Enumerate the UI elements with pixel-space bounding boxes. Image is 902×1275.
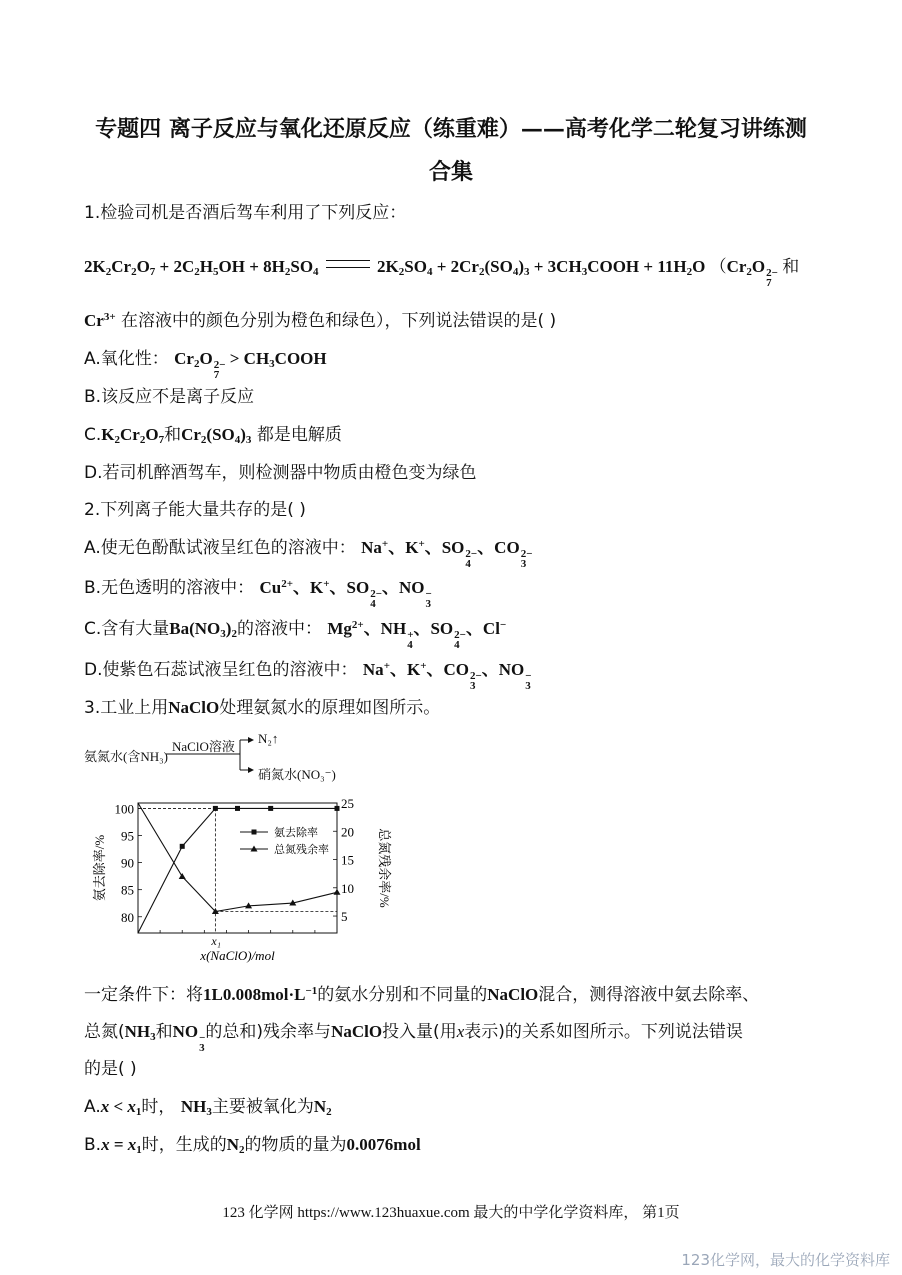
q2-option-c-text: C.含有大量 bbox=[84, 619, 170, 639]
legend-label-1: 氨去除率 bbox=[274, 827, 318, 839]
q1-stem: 1.检验司机是否酒后驾车利用了下列反应： bbox=[84, 203, 407, 223]
flow-diagram bbox=[80, 728, 340, 788]
legend-label-2: 总氮残余率 bbox=[274, 844, 329, 856]
q3-para1-mid: 的氨水分别和不同量的 bbox=[317, 985, 488, 1005]
removal-rate-chart bbox=[80, 795, 400, 970]
q3-option-a-prefix: A. bbox=[84, 1097, 101, 1117]
x1-tick-label: x₁ bbox=[211, 934, 221, 948]
y-right-tick-label: 20 bbox=[341, 824, 354, 840]
q2-option-d-text: D.使紫色石蕊试液呈红色的溶液中： bbox=[84, 660, 358, 680]
page-footer: 123 化学网 https://www.123huaxue.com 最大的中学化学资料库， 第1页 bbox=[222, 1205, 680, 1221]
q1-option-c: $C.K_2Cr_2O_7$和$Cr_2(SO_4)_3$ 都是电解质 bbox=[84, 425, 342, 446]
y-right-axis-label: 总氮残余率/% bbox=[377, 828, 392, 908]
q3-para1-suffix: 混合，测得溶液中氨去除率、 bbox=[538, 985, 760, 1005]
q3-para2-prefix: 总氮( bbox=[84, 1022, 125, 1042]
watermark: 123化学网，最大的化学资料库 bbox=[681, 1251, 890, 1269]
q2-option-c-mid: 的溶液中： bbox=[236, 619, 322, 639]
y-right-tick-label: 15 bbox=[341, 852, 354, 868]
y-left-tick-label: 85 bbox=[121, 882, 134, 898]
q3-option-a-mid2: 主要被氧化为 bbox=[211, 1097, 314, 1117]
q1-option-c-suffix: 都是电解质 bbox=[256, 425, 342, 445]
page-title: 专题四 离子反应与氧化还原反应（练重难）——高考化学二轮复习讲练测 bbox=[95, 116, 807, 142]
q2-option-a: A.使无色酚酞试液呈红色的溶液中： Na+、K+、SO 2− 4 、CO 2− 3 bbox=[84, 538, 533, 570]
q3-para2-and: 和 bbox=[155, 1022, 173, 1042]
series-line-2 bbox=[138, 803, 337, 912]
q3-para3: 的是( ) bbox=[84, 1059, 137, 1079]
q2-option-c: C.含有大量$Ba(NO_3)_2$的溶液中： $Mg^{2+}$、NH + 4 、SO 2− 4 、Cl− bbox=[84, 619, 507, 651]
flow-reagent: NaClO溶液 bbox=[172, 739, 235, 754]
q3-para1-prefix: 一定条件下：将 bbox=[84, 985, 203, 1005]
y-left-tick-label: 95 bbox=[121, 828, 134, 844]
q2-stem: 2.下列离子能大量共存的是( ) bbox=[84, 500, 306, 520]
q3-option-b-mid: 时，生成的 bbox=[141, 1135, 227, 1155]
data-point-square bbox=[335, 806, 340, 811]
q1-option-a: A.氧化性： $Cr_2O$ 2− 7 > $CH_3COOH$ bbox=[84, 349, 327, 381]
q1-note-open: （ bbox=[709, 257, 727, 277]
q2-option-b-text: B.无色透明的溶液中： bbox=[84, 578, 255, 598]
q1-option-d: D.若司机醉酒驾车，则检测器中物质由橙色变为绿色 bbox=[84, 463, 477, 483]
q3-para2-mid2: 投入量(用 bbox=[382, 1022, 457, 1042]
q1-option-b: B.该反应不是离子反应 bbox=[84, 387, 255, 407]
q3-option-b-mid2: 的物质的量为 bbox=[244, 1135, 347, 1155]
y-left-tick-label: 90 bbox=[121, 855, 134, 871]
q1-equation: $2K_2Cr_2O_7 + 2C_2H_5OH + 8H_2SO_4$ $2K_2SO_4 + 2Cr_2(SO_4)_3$ + $3CH_3COOH + 11H_2O$ （$Cr_2O$ 2− 7 和 bbox=[84, 257, 800, 289]
q1-option-c-and: 和 bbox=[164, 425, 182, 445]
q3-stem-prefix: 3.工业上用 bbox=[84, 698, 169, 718]
q1-note-and: 和 bbox=[782, 257, 800, 277]
y-left-tick-label: 80 bbox=[121, 909, 134, 925]
q2-option-b: B.无色透明的溶液中： $Cu^{2+}$、K+、SO 2− 4 、NO − 3 bbox=[84, 578, 432, 610]
y-right-tick-label: 5 bbox=[341, 909, 348, 925]
q1-note-line: $Cr^{3+}$ 在溶液中的颜色分别为橙色和绿色），下列说法错误的是( ) bbox=[84, 311, 557, 331]
y-right-tick-label: 25 bbox=[341, 796, 354, 811]
data-point-square bbox=[235, 806, 240, 811]
q3-stem-suffix: 处理氨氮水的原理如图所示。 bbox=[219, 698, 441, 718]
y-right-tick-label: 10 bbox=[341, 880, 354, 896]
legend-marker-square bbox=[252, 830, 257, 835]
flow-product-n2: N₂↑ bbox=[258, 731, 279, 746]
plot-frame bbox=[138, 803, 337, 933]
q2-option-d: D.使紫色石蕊试液呈红色的溶液中： Na+、K+、CO 2− 3 、NO − 3 bbox=[84, 660, 532, 692]
q3-option-b: $B.x = x_1$时，生成的$N_2$的物质的量为0.0076mol bbox=[84, 1135, 421, 1156]
data-point-square bbox=[180, 844, 185, 849]
y-left-tick-label: 100 bbox=[114, 801, 134, 817]
data-point-square bbox=[213, 806, 218, 811]
q3-option-a-mid: 时， bbox=[141, 1097, 176, 1117]
y-left-axis-label: 氨去除率/% bbox=[92, 834, 107, 902]
q1-note-rest: 在溶液中的颜色分别为橙色和绿色），下列说法错误的是( ) bbox=[121, 311, 557, 331]
q3-stem: 3.工业上用NaClO处理氨氮水的原理如图所示。 bbox=[84, 698, 441, 718]
q1-option-a-text: A.氧化性： bbox=[84, 349, 169, 369]
q3-para2: 总氮($NH_3$和NO − 3 的总和)残余率与NaClO投入量(用x表示)的关系如图所示。下列说法错误 bbox=[84, 1022, 743, 1054]
q3-option-a: $A.x < x_1$时， $NH_3$主要被氧化为$N_2$ bbox=[84, 1097, 332, 1118]
q3-para2-suffix: 表示)的关系如图所示。下列说法错误 bbox=[464, 1022, 743, 1042]
flow-product-nitrate: 硝氮水(NO₃⁻) bbox=[258, 767, 336, 782]
q3-para2-mid: 的总和)残余率与 bbox=[205, 1022, 332, 1042]
data-point-triangle bbox=[334, 889, 341, 895]
x-axis-label: x(NaClO)/mol bbox=[200, 948, 275, 963]
q1-option-c-text: C. bbox=[84, 425, 102, 445]
page-title-line2: 合集 bbox=[428, 159, 473, 185]
q3-option-b-prefix: B. bbox=[84, 1135, 102, 1155]
q3-para2-x: x bbox=[456, 1022, 465, 1041]
data-point-square bbox=[268, 806, 273, 811]
flow-source: 氨氮水(含NH₃) bbox=[84, 749, 168, 764]
data-point-triangle bbox=[179, 873, 186, 879]
q3-para1: 一定条件下：将$1L0.008mol\cdot L^{-1}$的氨水分别和不同量的NaClO混合，测得溶液中氨去除率、 bbox=[84, 985, 760, 1005]
q2-option-a-text: A.使无色酚酞试液呈红色的溶液中： bbox=[84, 538, 356, 558]
